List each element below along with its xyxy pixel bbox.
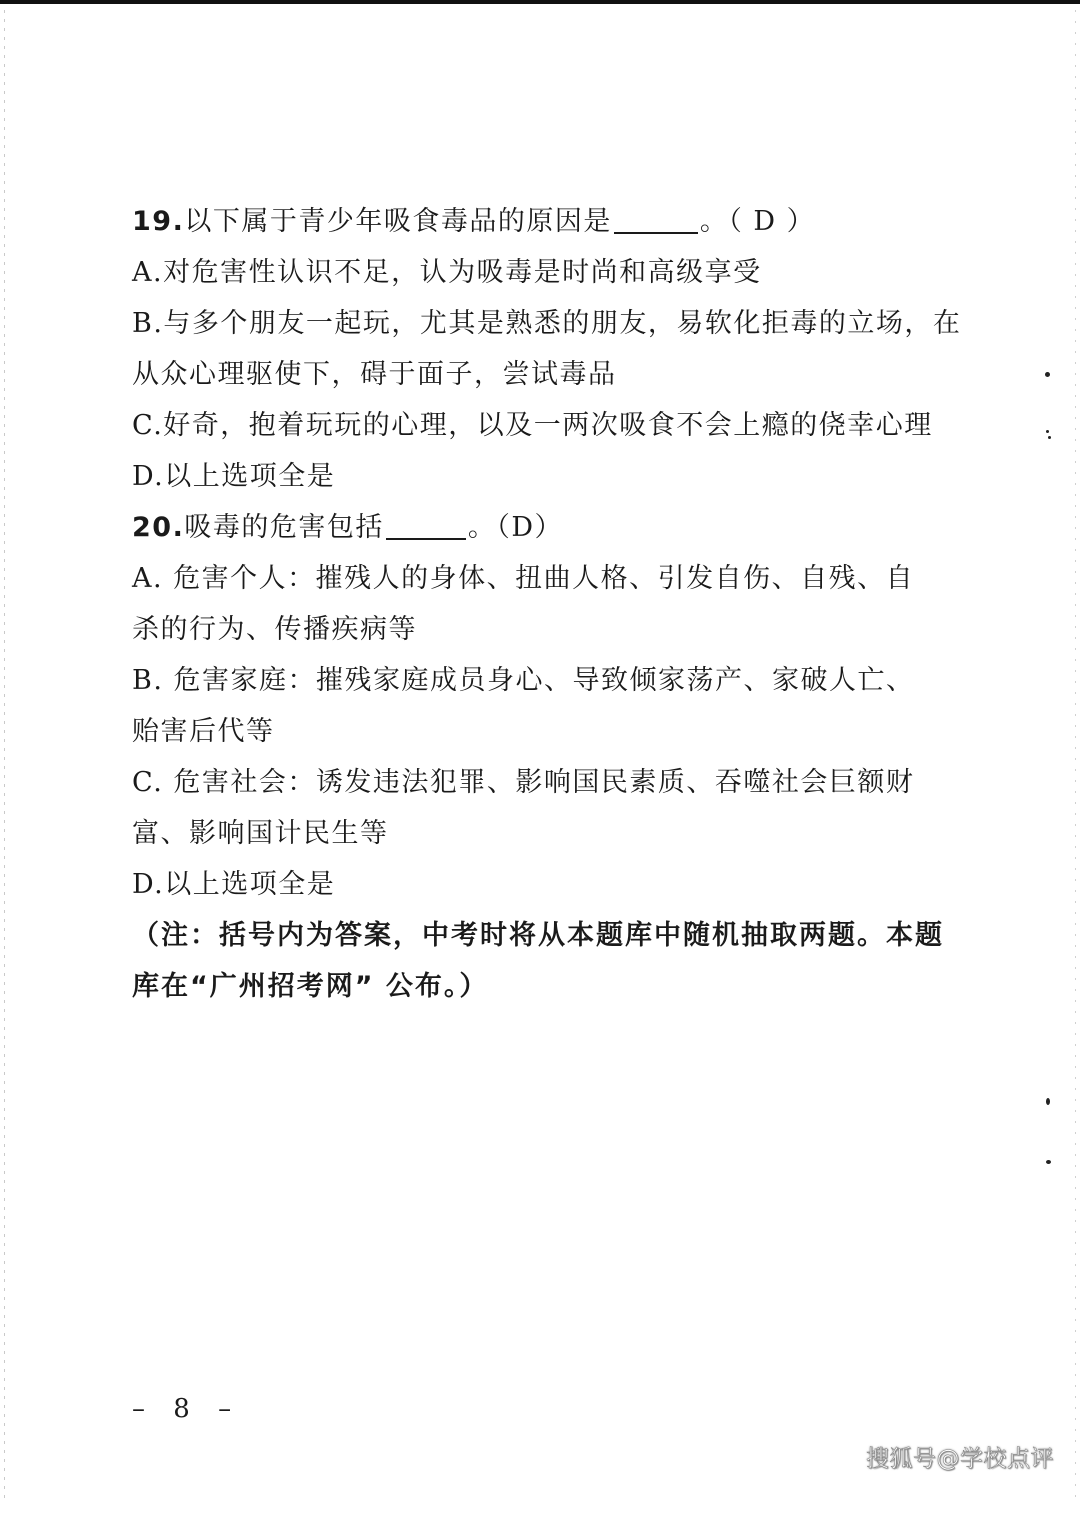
answer-blank [386,538,466,540]
question-20-stem-text: 吸毒的危害包括 [184,512,384,543]
question-19-option: C.好奇，抱着玩玩的心理，以及一两次吸食不会上瘾的侥幸心理 [132,410,933,441]
question-20-option: A. 危害个人：摧残人的身体、扭曲人格、引发自伤、自残、自 [132,563,915,594]
scan-speck [1046,1098,1050,1105]
question-20-option-continued: 杀的行为、传播疾病等 [132,614,417,645]
scan-speck [1048,436,1051,439]
question-19-option: A.对危害性认识不足，认为吸毒是时尚和高级享受 [132,257,762,288]
question-20-option-continued: 贻害后代等 [132,716,275,747]
watermark: 搜狐号@学校点评 [866,1446,1054,1472]
page-number: – 8 – [132,1394,242,1424]
note-line: （注：括号内为答案，中考时将从本题库中随机抽取两题。本题 [132,920,944,951]
scan-speck [1046,1160,1051,1164]
question-20-option: D.以上选项全是 [132,869,336,900]
question-20-option: C. 危害社会：诱发违法犯罪、影响国民素质、吞噬社会巨额财 [132,767,915,798]
question-19-option: B.与多个朋友一起玩，尤其是熟悉的朋友，易软化拒毒的立场，在 [132,308,962,339]
question-19-stem [132,196,947,247]
question-20-stem [132,502,947,553]
answer-blank [614,232,698,234]
question-19-option: D.以上选项全是 [132,461,336,492]
scan-edge-right [1075,10,1076,1500]
question-19-option-continued: 从众心理驱使下，碍于面子，尝试毒品 [132,359,617,390]
question-20-option: B. 危害家庭：摧残家庭成员身心、导致倾家荡产、家破人亡、 [132,665,915,696]
question-19-stem-text: 以下属于青少年吸食毒品的原因是 [184,206,612,237]
top-border [0,0,1080,4]
question-20-option-continued: 富、影响国计民生等 [132,818,389,849]
scan-speck [1046,430,1049,433]
scan-edge-left [4,10,5,1500]
scan-speck [1045,372,1050,377]
question-19-answer: 。（ D ） [699,206,816,237]
question-20-answer: 。（D） [467,512,563,543]
question-20-number: 20. [132,512,185,543]
question-19-number: 19. [132,206,185,237]
note-line: 库在“广州招考网” 公布。） [132,971,489,1002]
document-body [132,196,962,1012]
